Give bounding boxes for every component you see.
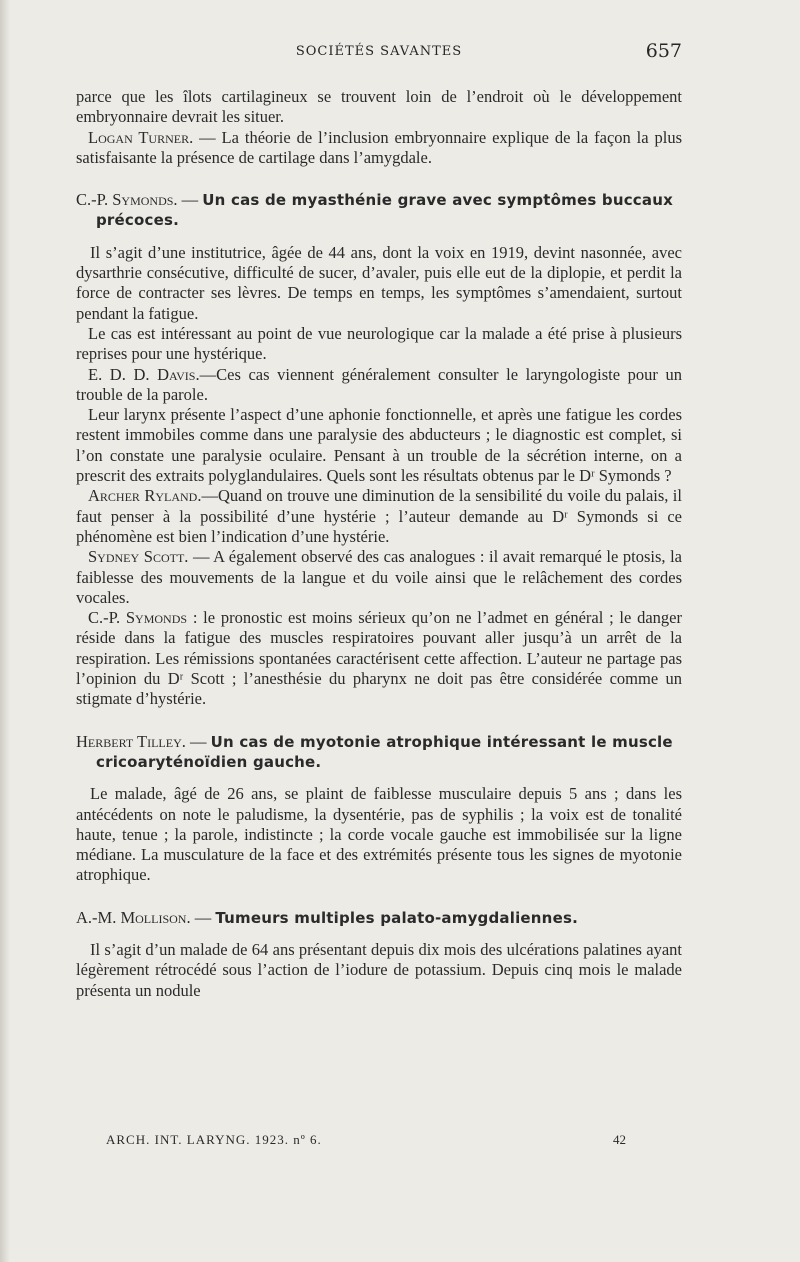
section-title: Un cas de myotonie atrophique intéressant le muscle cricoaryténoïdien gauche. (96, 732, 673, 771)
section-author: A.-M. Mollison. (76, 907, 191, 927)
paragraph (76, 486, 682, 547)
section-author: C.-P. Symonds. (76, 190, 178, 210)
paragraph: Leur larynx présente l’aspect d’une aphonie fonctionnelle, et après une fatigue les cordes restent immobiles comme dans une paralysie des abducteurs ; le diagnostic est complet, si l’on constate une paralysie oculaire. Pensant à un trouble de la sécrétion interne, on a prescrit des extraits polyglandulaires. Quels sont les résultats obtenus par le Dʳ Symonds ? (76, 405, 682, 486)
paragraph (76, 547, 682, 608)
running-title: SOCIÉTÉS SAVANTES (295, 44, 463, 59)
section-heading (76, 732, 682, 773)
paragraph-text: —Ces cas viennent généralement consulter le laryngologiste pour un trouble de la parole. (76, 364, 682, 404)
paragraph: Le cas est intéressant au point de vue neurologique car la malade a été prise à plusieurs reprises pour une hystérique. (76, 323, 682, 364)
paragraph (76, 128, 682, 169)
heading-dash: — (177, 190, 203, 210)
speaker-name: C.-P. Symonds (88, 608, 188, 628)
section-title: Tumeurs multiples palato-amygdaliennes. (215, 908, 578, 927)
heading-dash: — (190, 907, 216, 927)
body-text (76, 87, 682, 1001)
speaker-name: Archer Ryland. (88, 486, 202, 506)
heading-dash: — (185, 731, 211, 751)
section-title: Un cas de myasthénie grave avec symptômes buccaux précoces. (96, 191, 673, 230)
paragraph: Le malade, âgé de 26 ans, se plaint de faiblesse musculaire depuis 5 ans ; dans les antécédents on note le paludisme, la dysentérie, pas de syphilis ; la voix est de tonalité haute, tenue ; la parole, indistincte ; la corde vocale gauche est immobilisée sur la ligne médiane. La musculature de la face et des extrémités présente tous les signes de myotonie atrophique. (76, 784, 682, 885)
speaker-name: Logan Turner. (88, 127, 194, 147)
paragraph (76, 365, 682, 406)
journal-citation: ARCH. INT. LARYNG. 1923. nº 6. (106, 1132, 322, 1147)
section-heading (76, 190, 682, 231)
signature-mark: 42 (613, 1132, 626, 1147)
paragraph (76, 608, 682, 709)
section-heading (76, 908, 682, 928)
paragraph-text: —Quand on trouve une diminution de la sensibilité du voile du palais, il faut penser à la possibilité d’une hystérie ; l’auteur demande au Dʳ Symonds si ce phénomène est bien l’indication d’une hystérie. (76, 486, 682, 546)
paragraph-text: : le pronostic est moins sérieux qu’on ne l’admet en général ; le danger réside dans la fatigue des muscles respiratoires pouvant aller jusqu’à un arrêt de la respiration. Les rémissions spontanées caractérisent cette affection. L’auteur ne partage pas l’opinion du Dʳ Scott ; l’anesthésie du pharynx ne doit pas être considérée comme un stigmate d’hystérie. (76, 608, 682, 709)
paragraph: parce que les îlots cartilagineux se trouvent loin de l’endroit où le développement embryonnaire devrait les situer. (76, 87, 682, 127)
paragraph: Il s’agit d’une institutrice, âgée de 44 ans, dont la voix en 1919, devint nasonnée, avec dysarthrie consécutive, difficulté de sucer, d’avaler, puis elle eut de la diplopie, et perdit la force de contracter ses lèvres. De temps en temps, les symptômes s’amendaient, surtout pendant la fatigue. (76, 242, 682, 323)
page-number: 657 (645, 40, 682, 62)
section-author: Herbert Tilley. (76, 731, 186, 751)
paragraph-text: — A également observé des cas analogues : il avait remarqué le ptosis, la faiblesse des mouvements de la langue et du voile ainsi que le relâchement des cordes vocales. (76, 547, 682, 607)
speaker-name: E. D. D. Davis. (88, 364, 200, 384)
paragraph: Il s’agit d’un malade de 64 ans présentant depuis dix mois des ulcérations palatines ayant légèrement rétrocédé sous l’action de l’iodure de potassium. Depuis cinq mois le malade présenta un nodule (76, 939, 682, 1000)
paragraph-text: — La théorie de l’inclusion embryonnaire explique de la façon la plus satisfaisante la présence de cartilage dans l’amygdale. (76, 127, 682, 167)
scan-edge-shadow (0, 0, 10, 1262)
speaker-name: Sydney Scott. (88, 547, 189, 567)
